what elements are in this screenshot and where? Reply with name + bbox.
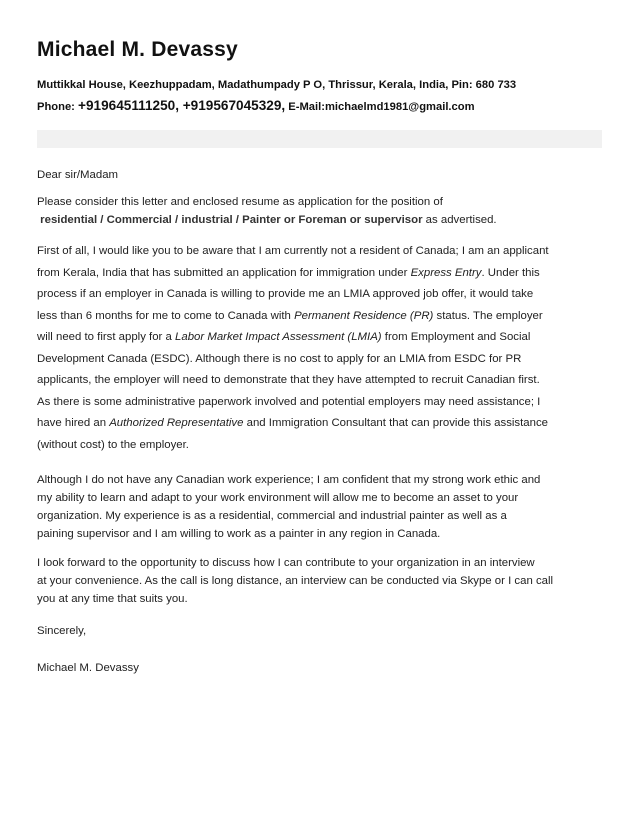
p1-text: from Employment and Social [381, 331, 531, 343]
p2-line: organization. My experience is as a residential, commercial and industrial painter as well as a [37, 510, 507, 522]
p1-line [37, 263, 607, 285]
p2-line: my ability to learn and adapt to your work environment will allow me to become an asset to your [37, 492, 519, 504]
paragraph-interview [37, 554, 607, 608]
p1-text: will need to first apply for a [37, 331, 176, 343]
intro-paragraph [37, 193, 607, 229]
p1-text: from Kerala, India that has submitted an application for immigration under [37, 266, 411, 279]
p1-line [37, 327, 607, 349]
authorized-rep-term: Authorized Representative [109, 417, 244, 429]
contact-line [37, 98, 475, 113]
phone-numbers: +919645111250, +919567045329, [78, 98, 286, 113]
salutation: Dear sir/Madam [37, 169, 119, 181]
intro-line: Please consider this letter and enclosed resume as application for the position of [37, 196, 443, 208]
p1-line [37, 306, 607, 328]
paragraph-immigration [37, 241, 607, 456]
p1-text: status. The employer [433, 309, 543, 322]
p1-line: (without cost) to the employer. [37, 438, 189, 451]
p1-line: process if an employer in Canada is willing to provide me an LMIA approved job offer, it would take [37, 288, 534, 300]
express-entry-term: Express Entry [410, 266, 482, 279]
p1-line: applicants, the employer will need to demonstrate that they have attempted to recruit Canadian first. [37, 374, 540, 386]
signature-block [37, 659, 607, 677]
p1-text: have hired an [37, 417, 110, 429]
p2-line: Although I do not have any Canadian work experience; I am confident that my strong work ethic and [37, 474, 541, 486]
lmia-term: Labor Market Impact Assessment (LMIA) [175, 331, 382, 343]
closing: Sincerely, [37, 625, 87, 637]
pr-term: Permanent Residence (PR) [294, 309, 434, 322]
paragraph-experience [37, 471, 607, 543]
intro-tail: as advertised. [422, 214, 497, 226]
applicant-address: Muttikkal House, Keezhuppadam, Madathumpady P O, Thrissur, Kerala, India, Pin: 680 733 [37, 79, 517, 91]
p2-line: paining supervisor and I am willing to work as a painter in any region in Canada. [37, 528, 441, 540]
intro-positions-line [37, 211, 607, 229]
salutation-block [37, 166, 607, 184]
p1-line: Development Canada (ESDC). Although there is no cost to apply for an LMIA from ESDC for PR [37, 352, 522, 365]
p3-line: at your convenience. As the call is long distance, an interview can be conducted via Skype or I can call [37, 575, 554, 587]
header-divider-bar [37, 130, 602, 148]
p1-text: . Under this [481, 266, 540, 279]
closing-block [37, 622, 607, 640]
email-address: E-Mail:michaelmd1981@gmail.com [285, 101, 475, 113]
p1-line: As there is some administrative paperwork involved and potential employers may need assistance; I [37, 395, 541, 408]
phone-label: Phone: [37, 101, 79, 113]
signature-name: Michael M. Devassy [37, 662, 139, 674]
p1-text: less than 6 months for me to come to Canada with [37, 309, 295, 322]
applicant-name: Michael M. Devassy [37, 38, 238, 61]
p1-line [37, 413, 607, 435]
p1-line: First of all, I would like you to be aware that I am currently not a resident of Canada; I am an applicant [37, 245, 549, 257]
positions-sought: residential / Commercial / industrial / Painter or Foreman or supervisor [40, 214, 423, 226]
p1-text: and Immigration Consultant that can provide this assistance [243, 417, 548, 429]
p3-line: I look forward to the opportunity to discuss how I can contribute to your organization in an interview [37, 557, 535, 569]
p3-line: you at any time that suits you. [37, 593, 188, 605]
